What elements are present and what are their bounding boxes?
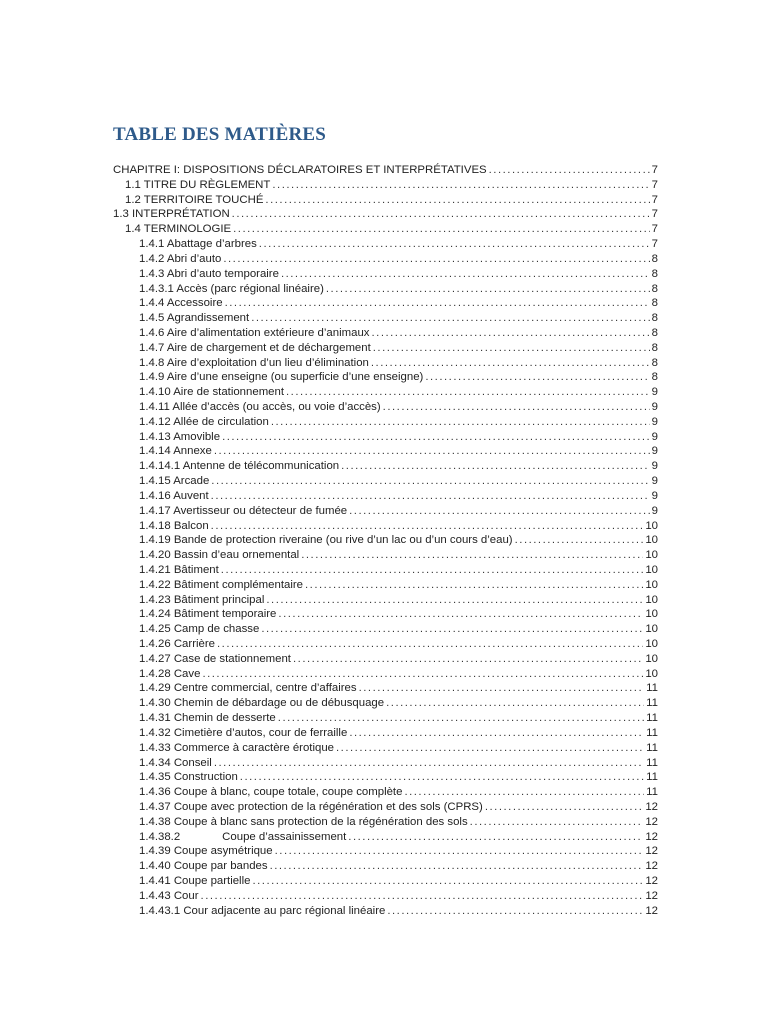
toc-entry-label: 1.4.35 Construction <box>139 771 238 784</box>
toc-entry[interactable] <box>113 770 658 785</box>
toc-leader-dots <box>217 637 643 652</box>
toc-entry[interactable] <box>113 785 658 800</box>
toc-page-number: 8 <box>651 356 658 369</box>
toc-leader-dots <box>233 222 650 237</box>
toc-leader-dots <box>383 400 650 415</box>
toc-entry-label: 1.4.15 Arcade <box>139 475 210 488</box>
toc-leader-dots <box>485 800 644 815</box>
toc-page-number: 7 <box>651 164 658 176</box>
toc-entry[interactable] <box>113 385 658 400</box>
toc-page-number: 8 <box>651 371 658 384</box>
toc-entry-label: 1.4.33 Commerce à caractère érotique <box>139 741 335 754</box>
toc-page-number: 9 <box>651 475 658 488</box>
toc-leader-dots <box>301 548 643 563</box>
toc-entry[interactable] <box>113 311 658 326</box>
toc-leader-dots <box>272 178 649 193</box>
toc-leader-dots <box>305 578 643 593</box>
toc-leader-dots <box>404 785 644 800</box>
toc-leader-dots <box>266 593 643 608</box>
toc-entry[interactable] <box>113 430 658 445</box>
toc-leader-dots <box>271 415 650 430</box>
toc-entry[interactable] <box>113 370 658 385</box>
toc-page-number: 8 <box>651 312 658 325</box>
toc-entry[interactable] <box>113 267 658 282</box>
toc-page-number: 12 <box>645 845 658 858</box>
toc-entry[interactable] <box>113 889 658 904</box>
toc-page-number: 12 <box>645 860 658 873</box>
toc-entry-label: 1.4.10 Aire de stationnement <box>139 386 285 399</box>
toc-entry[interactable] <box>113 874 658 889</box>
toc-page-number: 7 <box>651 178 658 191</box>
toc-page-number: 8 <box>651 341 658 354</box>
toc-entry-label: 1.4.16 Auvent <box>139 489 209 502</box>
toc-page-number: 10 <box>645 549 658 562</box>
toc-entry[interactable] <box>113 741 658 756</box>
toc-entry[interactable] <box>113 637 658 652</box>
toc-entry[interactable] <box>113 711 658 726</box>
toc-entry-label: 1.4.39 Coupe asymétrique <box>139 845 273 858</box>
toc-entry[interactable] <box>113 548 658 563</box>
toc-page-number: 12 <box>645 815 658 828</box>
toc-title: TABLE DES MATIÈRES <box>113 124 327 145</box>
toc-entry[interactable] <box>113 756 658 771</box>
toc-entry[interactable] <box>113 326 658 341</box>
toc-page-number: 9 <box>651 386 658 399</box>
toc-page-number: 11 <box>646 712 658 725</box>
toc-page-number: 11 <box>646 726 658 739</box>
toc-entry[interactable] <box>113 593 658 608</box>
toc-entry-label: 1.4.19 Bande de protection riveraine (ou rive d’un lac ou d’un cours d’eau) <box>139 534 513 547</box>
toc-leader-dots <box>373 341 650 356</box>
toc-leader-dots <box>326 282 650 297</box>
toc-page-number: 7 <box>651 193 658 206</box>
toc-leader-dots <box>222 430 650 445</box>
toc-entry-label: 1.3 INTERPRÉTATION <box>113 208 230 221</box>
toc-entry-label: 1.4.9 Aire d’une enseigne (ou superficie d’une enseigne) <box>139 371 424 384</box>
toc-entry[interactable] <box>113 296 658 311</box>
toc-page-number: 12 <box>645 800 658 813</box>
toc-entry-label: 1.4.40 Coupe par bandes <box>139 860 268 873</box>
toc-page-number: 12 <box>645 904 658 917</box>
toc-page-number: 11 <box>646 682 658 695</box>
toc-entry[interactable] <box>113 489 658 504</box>
toc-entry-label: 1.4.20 Bassin d’eau ornemental <box>139 549 300 562</box>
toc-entry[interactable] <box>113 444 658 459</box>
toc-entry[interactable] <box>113 237 658 252</box>
toc-entry[interactable] <box>113 800 658 815</box>
toc-entry-label: 1.4.14 Annexe <box>139 445 212 458</box>
toc-page-number: 12 <box>645 830 658 843</box>
toc-entry-label: 1.4.38 Coupe à blanc sans protection de la régénération des sols <box>139 815 468 828</box>
toc-leader-dots <box>211 474 649 489</box>
toc-entry-label: 1.4.41 Coupe partielle <box>139 875 251 887</box>
toc-entry-label: 1.4.6 Aire d’alimentation extérieure d’animaux <box>139 326 370 339</box>
toc-entry[interactable] <box>113 474 658 489</box>
toc-entry[interactable] <box>113 519 658 534</box>
toc-page-number: 11 <box>646 786 658 799</box>
toc-entry-label: 1.4.1 Abattage d’arbres <box>139 238 257 251</box>
toc-entry[interactable] <box>113 356 658 371</box>
toc-entry-label: 1.2 TERRITOIRE TOUCHÉ <box>125 193 264 206</box>
toc-entry-label: 1.4.3.1 Accès (parc régional linéaire) <box>139 282 324 295</box>
toc-entry[interactable] <box>113 533 658 548</box>
toc-entry-label: 1.4.7 Aire de chargement et de déchargement <box>139 341 371 354</box>
toc-entry[interactable] <box>113 652 658 667</box>
toc-entry-label: 1.4.22 Bâtiment complémentaire <box>139 578 303 591</box>
toc-leader-dots <box>211 489 650 504</box>
toc-leader-dots <box>278 607 643 622</box>
toc-leader-dots <box>252 874 643 889</box>
toc-page-number: 9 <box>651 489 658 502</box>
toc-entry-label: 1.4.2 Abri d’auto <box>139 252 222 265</box>
toc-page-number: 10 <box>645 534 658 547</box>
toc-entry[interactable] <box>113 859 658 874</box>
toc-entry[interactable] <box>113 726 658 741</box>
toc-page-number: 12 <box>645 889 658 902</box>
toc-leader-dots <box>265 193 649 208</box>
toc-entry[interactable] <box>113 667 658 682</box>
toc-leader-dots <box>293 652 643 667</box>
toc-entry-label: 1.4.32 Cimetière d’autos, cour de ferraille <box>139 726 348 739</box>
toc-entry-text: Coupe d’assainissement <box>222 830 347 843</box>
toc-leader-dots <box>286 385 650 400</box>
toc-entry-label: 1.4.29 Centre commercial, centre d’affaires <box>139 682 357 695</box>
toc-entry-label: 1.4.5 Agrandissement <box>139 312 250 325</box>
toc-leader-dots <box>223 252 649 267</box>
toc-page-number: 10 <box>645 593 658 606</box>
toc-page-number: 10 <box>645 652 658 665</box>
toc-leader-dots <box>348 830 643 845</box>
toc-page-number: 8 <box>651 326 658 339</box>
toc-entry-label: 1.4.34 Conseil <box>139 756 212 769</box>
toc-leader-dots <box>259 237 650 252</box>
toc-entry[interactable] <box>113 844 658 859</box>
toc-entry[interactable] <box>113 681 658 696</box>
toc-leader-dots <box>221 563 644 578</box>
toc-entry-number: 1.4.38.2 <box>139 830 181 843</box>
toc-page-number: 10 <box>645 519 658 532</box>
toc-entry-label: 1.4.14.1 Antenne de télécommunication <box>139 460 340 473</box>
toc-leader-dots <box>341 459 650 474</box>
toc-entry[interactable] <box>113 207 658 222</box>
toc-entry-label: 1.4.4 Accessoire <box>139 297 223 310</box>
toc-entry-label: 1.4.13 Amovible <box>139 430 221 443</box>
toc-entry-label: 1.4.36 Coupe à blanc, coupe totale, coupe complète <box>139 786 403 799</box>
toc-page-number: 10 <box>645 623 658 636</box>
toc-entry-label: 1.4.27 Case de stationnement <box>139 652 291 665</box>
toc-leader-dots <box>371 356 650 371</box>
toc-leader-dots <box>211 519 644 534</box>
toc-entry-label: 1.4.17 Avertisseur ou détecteur de fumée <box>139 504 348 517</box>
toc-leader-dots <box>336 741 644 756</box>
toc-entry-label: 1.4 TERMINOLOGIE <box>125 223 232 236</box>
toc-entry-label: 1.4.18 Balcon <box>139 519 209 532</box>
toc-leader-dots <box>349 726 644 741</box>
toc-page-number: 9 <box>651 460 658 473</box>
toc-page-number: 8 <box>651 297 658 310</box>
toc-entry-label: 1.4.23 Bâtiment principal <box>139 593 265 606</box>
toc-page-number: 12 <box>645 875 658 887</box>
toc-leader-dots <box>371 326 649 341</box>
toc-entry[interactable] <box>113 607 658 622</box>
toc-page-number: 9 <box>651 430 658 443</box>
toc-page-number: 9 <box>651 401 658 413</box>
toc-page-number: 8 <box>651 252 658 265</box>
toc-page-number: 11 <box>646 756 658 769</box>
toc-entry[interactable] <box>113 193 658 208</box>
toc-entry-label: 1.4.26 Carrière <box>139 638 215 650</box>
toc-leader-dots <box>281 267 650 282</box>
toc-entry[interactable] <box>113 830 658 845</box>
toc-list <box>113 163 658 918</box>
toc-entry[interactable] <box>113 622 658 637</box>
toc-leader-dots <box>214 756 644 771</box>
toc-page-number: 10 <box>645 638 658 650</box>
toc-leader-dots <box>489 163 650 178</box>
toc-page-number: 11 <box>646 697 658 710</box>
toc-leader-dots <box>387 904 643 919</box>
toc-entry-label: 1.4.8 Aire d’exploitation d’un lieu d’élimination <box>139 356 369 369</box>
toc-leader-dots <box>425 370 649 385</box>
toc-entry[interactable] <box>113 178 658 193</box>
toc-entry-label: 1.4.43 Cour <box>139 889 199 902</box>
toc-page-number: 8 <box>651 267 658 280</box>
toc-entry[interactable] <box>113 696 658 711</box>
toc-leader-dots <box>214 444 650 459</box>
toc-entry[interactable] <box>113 222 658 237</box>
toc-entry-label: 1.4.37 Coupe avec protection de la régénération et des sols (CPRS) <box>139 800 483 813</box>
toc-leader-dots <box>225 296 650 311</box>
toc-page-number: 10 <box>645 578 658 591</box>
toc-entry-label <box>139 830 346 845</box>
toc-leader-dots <box>349 504 650 519</box>
toc-entry-label: 1.4.31 Chemin de desserte <box>139 712 276 725</box>
toc-entry[interactable] <box>113 252 658 267</box>
toc-entry-label: 1.4.3 Abri d’auto temporaire <box>139 267 279 280</box>
toc-page-number: 7 <box>651 238 658 251</box>
toc-entry[interactable] <box>113 400 658 415</box>
toc-leader-dots <box>386 696 644 711</box>
toc-page-number: 10 <box>645 608 658 621</box>
toc-entry[interactable] <box>113 282 658 297</box>
toc-entry-label: 1.4.21 Bâtiment <box>139 563 219 576</box>
toc-entry[interactable] <box>113 341 658 356</box>
toc-entry[interactable] <box>113 163 658 178</box>
toc-entry-label: 1.4.12 Allée de circulation <box>139 415 269 428</box>
toc-leader-dots <box>470 815 644 830</box>
toc-page-number: 9 <box>651 504 658 517</box>
toc-entry[interactable] <box>113 415 658 430</box>
toc-entry-label: 1.4.43.1 Cour adjacente au parc régional linéaire <box>139 904 386 917</box>
toc-page-number: 8 <box>651 282 658 295</box>
toc-entry[interactable] <box>113 904 658 919</box>
toc-entry[interactable] <box>113 504 658 519</box>
toc-entry-label: CHAPITRE I: DISPOSITIONS DÉCLARATOIRES ET INTERPRÉTATIVES <box>113 164 487 176</box>
toc-leader-dots <box>270 859 644 874</box>
toc-entry-label: 1.1 TITRE DU RÈGLEMENT <box>125 178 271 191</box>
toc-page-number: 10 <box>645 667 658 680</box>
toc-leader-dots <box>278 711 644 726</box>
toc-leader-dots <box>202 667 643 682</box>
toc-leader-dots <box>359 681 645 696</box>
toc-entry-label: 1.4.28 Cave <box>139 667 201 680</box>
toc-entry[interactable] <box>113 815 658 830</box>
toc-leader-dots <box>515 533 644 548</box>
toc-page-number: 10 <box>645 563 658 576</box>
toc-entry[interactable] <box>113 578 658 593</box>
toc-leader-dots <box>275 844 644 859</box>
toc-entry[interactable] <box>113 563 658 578</box>
toc-leader-dots <box>240 770 644 785</box>
toc-page-number: 9 <box>651 415 658 428</box>
toc-entry-label: 1.4.24 Bâtiment temporaire <box>139 608 277 621</box>
toc-leader-dots <box>261 622 643 637</box>
toc-page-number: 7 <box>651 223 658 236</box>
toc-page-number: 11 <box>646 741 658 754</box>
toc-page-number: 7 <box>651 208 658 221</box>
toc-entry[interactable] <box>113 459 658 474</box>
toc-page-number: 11 <box>646 771 658 784</box>
toc-page-number: 9 <box>651 445 658 458</box>
toc-entry-label: 1.4.25 Camp de chasse <box>139 623 260 636</box>
toc-leader-dots <box>251 311 649 326</box>
toc-entry-label: 1.4.30 Chemin de débardage ou de débusquage <box>139 697 385 710</box>
toc-leader-dots <box>201 889 644 904</box>
toc-leader-dots <box>232 207 650 222</box>
toc-entry-label: 1.4.11 Allée d’accès (ou accès, ou voie d’accès) <box>139 401 381 413</box>
